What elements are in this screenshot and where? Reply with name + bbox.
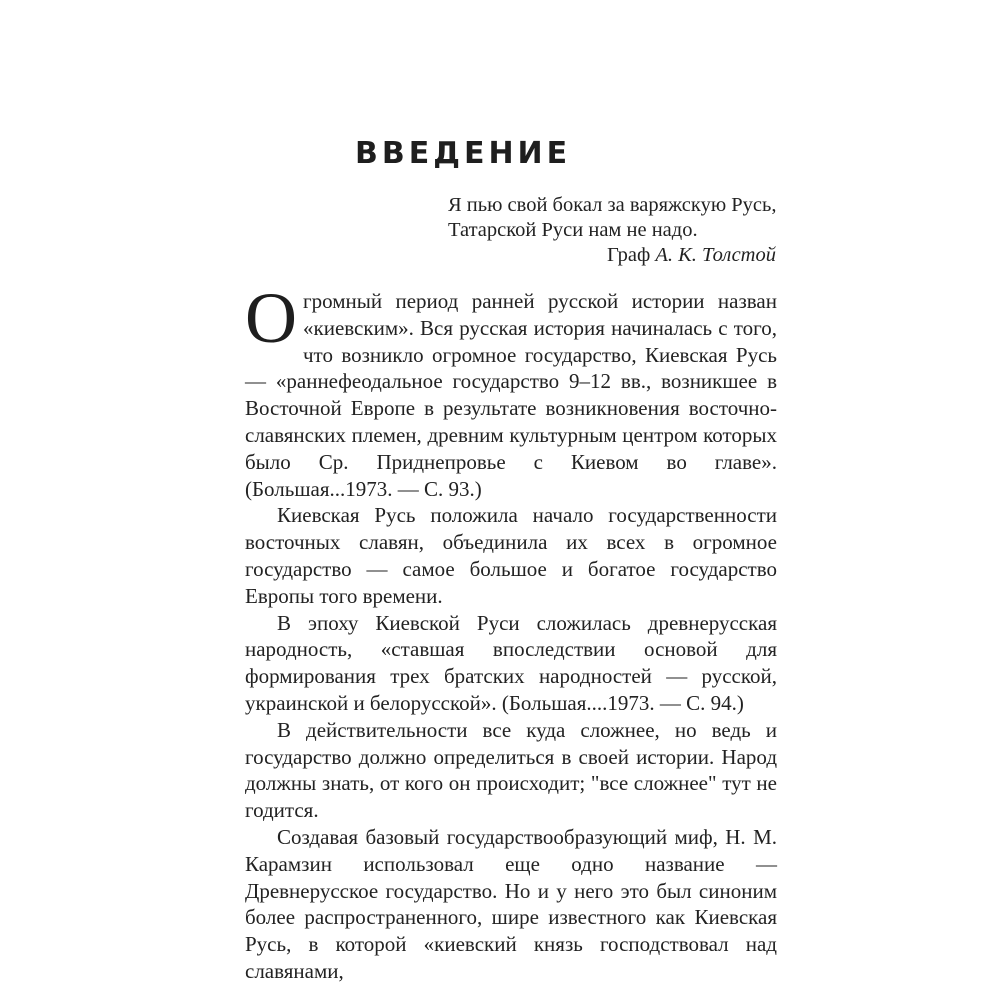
chapter-title: ВВЕДЕНИЕ: [355, 136, 572, 171]
paragraph-1-text: громный период ранней русской истории назван «киевским». Вся русская история начиналась с того, что возникло огромное государство, Киевская Русь — «раннефеодальное государство 9–12 вв., возникшее в Восточной Европе в результате возникновения восточно-славянских племен, древним культурным центром которых было Ср. Приднепровье с Киевом во главе». (Большая...1973. — С. 93.): [245, 289, 777, 501]
paragraph-2: Киевская Русь положила начало государственности восточных славян, объединила их всех в огромное государство — самое большое и богатое государство Европы того времени.: [245, 503, 777, 608]
paragraph-4: В действительности все куда сложнее, но ведь и государство должно определиться в своей истории. Народ должны знать, от кого он происходит; "все сложнее" тут не годится.: [245, 717, 777, 823]
body-text: [245, 278, 777, 985]
paragraph-5: Создавая базовый государствообразующий миф, Н. М. Карамзин использовал еще одно название — Древнерусское государство. Но и у него это был синоним более распространенного, шире известного как Киевская Русь, в которой «киевский князь господствовал над славянами,: [245, 824, 777, 983]
epigraph-line-2: Татарской Руси нам не надо.: [448, 219, 698, 241]
drop-cap: О: [245, 278, 297, 358]
paragraph-1: [245, 278, 777, 502]
epigraph-line-1: Я пью свой бокал за варяжскую Русь,: [448, 194, 777, 216]
paragraph-3: В эпоху Киевской Руси сложилась древнерусская народность, «ставшая впоследствии основой для формирования трех братских народностей — русской, украинской и белорусской». (Большая....1973. — С. 94.): [245, 610, 777, 715]
epigraph: [448, 193, 776, 268]
attribution-prefix: Граф: [607, 244, 656, 266]
epigraph-attribution: [448, 243, 776, 268]
attribution-author: А. К. Толстой: [655, 244, 776, 266]
